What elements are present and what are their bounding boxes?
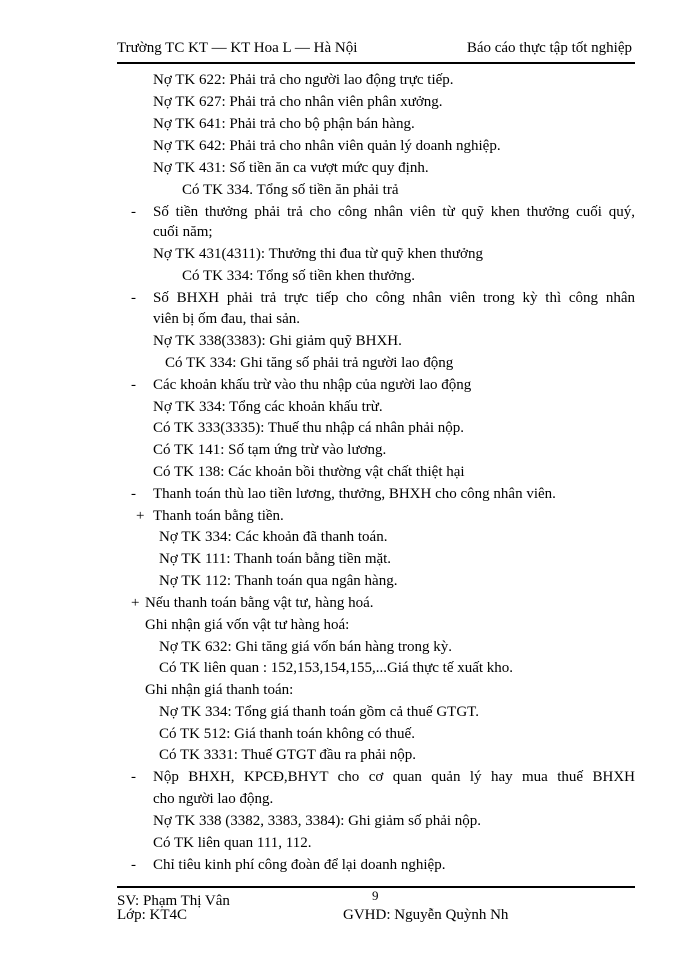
text-line: Có TK 138: Các khoản bồi thường vật chất thiệt hại xyxy=(153,464,465,480)
text-line: Nợ TK 338(3383): Ghi giảm quỹ BHXH. xyxy=(153,333,402,349)
text-line: Ghi nhận giá vốn vật tư hàng hoá: xyxy=(145,617,350,633)
plus-bullet: + xyxy=(131,595,140,611)
text-line: Số BHXH phải trả trực tiếp cho công nhân viên trong kỳ thì công nhân xyxy=(153,290,635,306)
text-line: Có TK 334: Tổng số tiền khen thưởng. xyxy=(182,268,416,284)
text-line: Nộp BHXH, KPCĐ,BHYT cho cơ quan quản lý hay mua thuế BHXH xyxy=(153,769,635,785)
header-rule xyxy=(117,62,635,64)
text-line: Nợ TK 632: Ghi tăng giá vốn bán hàng trong kỳ. xyxy=(159,639,453,655)
text-line: Nợ TK 334: Tổng các khoản khấu trừ. xyxy=(153,399,383,415)
text-line: Có TK liên quan 111, 112. xyxy=(153,835,312,851)
text-line: cuối năm; xyxy=(153,224,213,240)
text-line: Nợ TK 641: Phải trả cho bộ phận bán hàng. xyxy=(153,116,415,132)
text-line: viên bị ốm đau, thai sản. xyxy=(153,311,301,327)
footer-class: Lớp: KT4C xyxy=(117,907,188,923)
dash-bullet: - xyxy=(131,204,136,220)
page-header xyxy=(117,40,632,60)
text-line: Nợ TK 431: Số tiền ăn ca vượt mức quy định. xyxy=(153,160,429,176)
text-line: Nếu thanh toán bằng vật tư, hàng hoá. xyxy=(145,595,374,611)
text-line: Thanh toán thù lao tiền lương, thưởng, BHXH cho công nhân viên. xyxy=(153,486,556,502)
header-school: Trường TC KT — KT Hoa L — Hà Nội xyxy=(117,40,358,56)
text-line: Nợ TK 627: Phải trả cho nhân viên phân xưởng. xyxy=(153,94,443,110)
text-line: Nợ TK 642: Phải trả cho nhân viên quản lý doanh nghiệp. xyxy=(153,138,501,154)
page-number: 9 xyxy=(372,888,379,903)
text-line: Có TK liên quan : 152,153,154,155,...Giá thực tế xuất kho. xyxy=(159,660,514,676)
text-line: Có TK 333(3335): Thuế thu nhập cá nhân phải nộp. xyxy=(153,420,465,436)
text-line: Nợ TK 622: Phải trả cho người lao động trực tiếp. xyxy=(153,72,454,88)
dash-bullet: - xyxy=(131,769,136,785)
plus-bullet: + xyxy=(136,508,145,524)
text-line: Số tiền thưởng phải trả cho công nhân viên từ quỹ khen thưởng cuối quý, xyxy=(153,204,635,220)
text-line: cho người lao động. xyxy=(153,791,274,807)
dash-bullet: - xyxy=(131,486,136,502)
text-line: Có TK 334. Tổng số tiền ăn phải trả xyxy=(182,182,399,198)
header-report-title: Báo cáo thực tập tốt nghiệp xyxy=(466,40,632,56)
text-line: Nợ TK 111: Thanh toán bằng tiền mặt. xyxy=(159,551,392,567)
footer-student: SV: Phạm Thị Vân xyxy=(117,893,230,909)
dash-bullet: - xyxy=(131,857,136,873)
text-line: Chỉ tiêu kinh phí công đoàn để lại doanh nghiệp. xyxy=(153,857,446,873)
text-line: Có TK 334: Ghi tăng số phải trả người lao động xyxy=(165,355,454,371)
text-line: Nợ TK 334: Các khoản đã thanh toán. xyxy=(159,529,388,545)
text-line: Thanh toán bằng tiền. xyxy=(153,508,284,524)
text-line: Có TK 512: Giá thanh toán không có thuế. xyxy=(159,726,415,742)
text-line: Có TK 141: Số tạm ứng trừ vào lương. xyxy=(153,442,387,458)
dash-bullet: - xyxy=(131,377,136,393)
text-line: Nợ TK 338 (3382, 3383, 3384): Ghi giảm số phải nộp. xyxy=(153,813,482,829)
footer-advisor: GVHD: Nguyễn Quỳnh Nh xyxy=(343,907,509,923)
text-line: Các khoản khấu trừ vào thu nhập của người lao động xyxy=(153,377,472,393)
text-line: Ghi nhận giá thanh toán: xyxy=(145,682,294,698)
text-line: Có TK 3331: Thuế GTGT đầu ra phải nộp. xyxy=(159,747,417,763)
text-line: Nợ TK 112: Thanh toán qua ngân hàng. xyxy=(159,573,398,589)
text-line: Nợ TK 431(4311): Thưởng thi đua từ quỹ khen thưởng xyxy=(153,246,483,262)
text-line: Nợ TK 334: Tổng giá thanh toán gồm cả thuế GTGT. xyxy=(159,704,479,720)
dash-bullet: - xyxy=(131,290,136,306)
